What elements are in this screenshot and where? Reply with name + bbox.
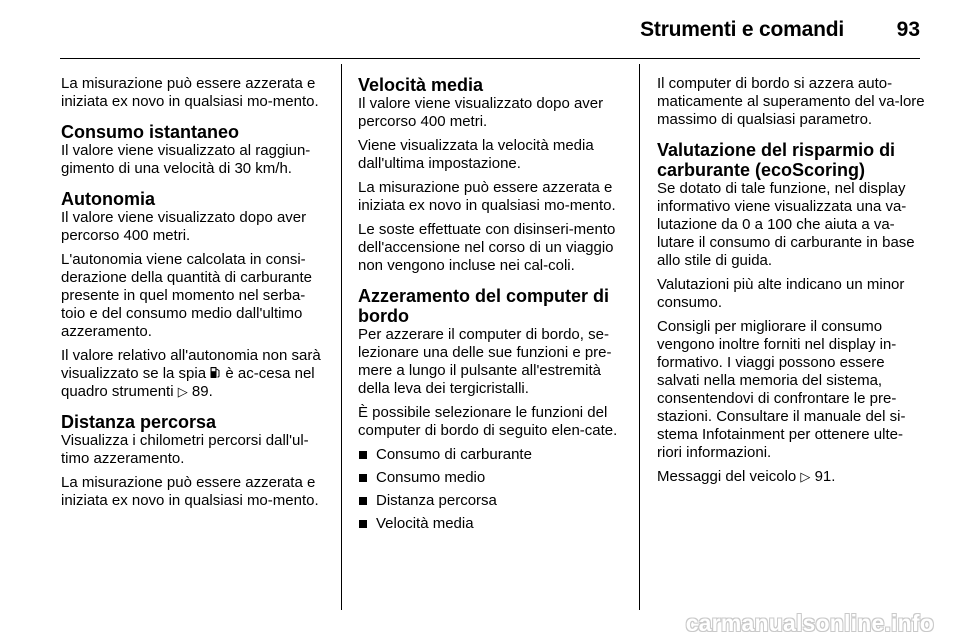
text-fragment: Messaggi del veicolo: [657, 468, 797, 485]
paragraph: Per azzerare il computer di bordo, se-lezionare una delle sue funzioni e pre-mere a lungo il pulsante all'estremità della leva dei tergicristalli.: [358, 326, 612, 397]
paragraph: Viene visualizzata la velocità media dall'ultima impostazione.: [358, 137, 594, 172]
page-reference-arrow-icon: ▷: [800, 469, 811, 484]
paragraph: Il valore viene visualizzato dopo aver percorso 400 metri.: [358, 95, 604, 130]
list-item: Distanza percorsa: [358, 492, 624, 510]
watermark: carmanualsonline.info: [685, 610, 934, 636]
function-list: [358, 446, 624, 533]
paragraph: Il valore viene visualizzato al raggiun-gimento di una velocità di 30 km/h.: [61, 142, 311, 177]
column-right: [657, 75, 925, 492]
heading-velocita-media: Velocità media: [358, 75, 484, 95]
column-middle: [358, 75, 624, 538]
paragraph: Le soste effettuate con disinseri-mento dell'accensione nel corso di un viaggio non vengono incluse nei cal-coli.: [358, 221, 616, 274]
paragraph: Visualizza i chilometri percorsi dall'ul-timo azzeramento.: [61, 432, 309, 467]
page-section-title: Strumenti e comandi: [640, 18, 844, 41]
column-divider-left: [341, 64, 342, 610]
header-divider: [60, 58, 920, 59]
page-reference[interactable]: 91.: [814, 468, 836, 485]
page-reference[interactable]: 89.: [191, 383, 213, 400]
page-header: [0, 0, 960, 64]
paragraph: È possibile selezionare le funzioni del computer di bordo di seguito elen-cate.: [358, 404, 618, 439]
column-left: [61, 75, 327, 516]
list-item: Consumo medio: [358, 469, 624, 487]
list-item: Velocità media: [358, 515, 624, 533]
fuel-lamp-icon: [210, 366, 221, 379]
heading-distanza-percorsa: Distanza percorsa: [61, 412, 217, 432]
paragraph: L'autonomia viene calcolata in consi-derazione della quantità di carburante presente in quel momento nel serba-toio e del consumo medio dall'ultimo azzeramento.: [61, 251, 313, 340]
paragraph: Valutazioni più alte indicano un minor consumo.: [657, 276, 905, 311]
intro-paragraph: La misurazione può essere azzerata e iniziata ex novo in qualsiasi mo-mento.: [61, 75, 319, 110]
paragraph: Se dotato di tale funzione, nel display informativo viene visualizzata una va-lutazione da 0 a 100 che aiuta a va-lutare il consumo di carburante in base allo stile di guida.: [657, 180, 915, 269]
heading-autonomia: Autonomia: [61, 189, 155, 209]
paragraph: Il valore viene visualizzato dopo aver percorso 400 metri.: [61, 209, 307, 244]
heading-ecoscoring: Valutazione del risparmio di carburante (ecoScoring): [657, 140, 896, 180]
text-fragment: Il valore relativo all'autonomia non sarà visualizzato se la spia: [61, 347, 321, 382]
list-item: Consumo di carburante: [358, 446, 624, 464]
paragraph-reference: [657, 468, 925, 486]
paragraph: La misurazione può essere azzerata e iniziata ex novo in qualsiasi mo-mento.: [358, 179, 616, 214]
paragraph-warning-lamp: [61, 347, 327, 401]
column-divider-right: [639, 64, 640, 610]
page-number: 93: [896, 18, 920, 41]
text-fragment: è ac-cesa nel quadro strumenti: [61, 365, 315, 400]
page-reference-arrow-icon: ▷: [177, 384, 188, 399]
heading-consumo-istantaneo: Consumo istantaneo: [61, 122, 240, 142]
intro-paragraph: Il computer di bordo si azzera auto-maticamente al superamento del va-lore massimo di qualsiasi parametro.: [657, 75, 925, 128]
heading-azzeramento: Azzeramento del computer di bordo: [358, 286, 610, 326]
paragraph: La misurazione può essere azzerata e iniziata ex novo in qualsiasi mo-mento.: [61, 474, 319, 509]
paragraph: Consigli per migliorare il consumo vengono inoltre forniti nel display in-formativo. I viaggi possono essere salvati nella memoria del sistema, consentendovi di confrontare le pre-stazioni. Consultare il manuale del si-stema Infotainment per ottenere ulte-riori informazioni.: [657, 318, 906, 461]
